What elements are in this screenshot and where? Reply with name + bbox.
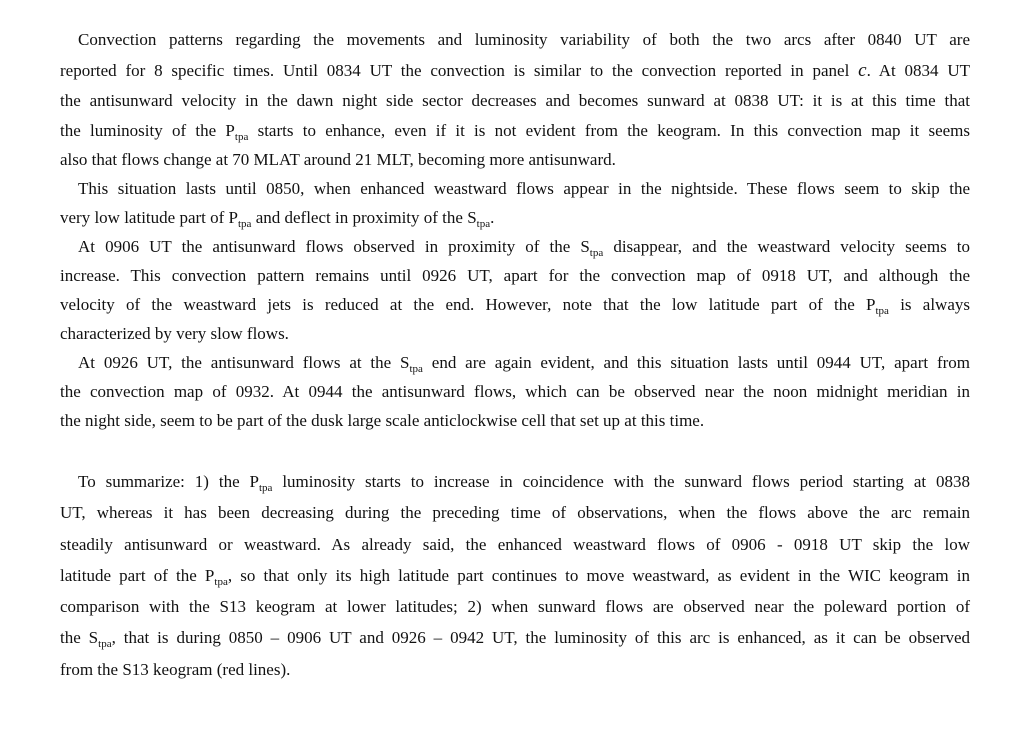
text-run: luminosity starts to increase in coincidence with the sunward flows period starting at 0838 <box>272 472 970 491</box>
text-run: steadily antisunward or weastward. As already said, the enhanced weastward flows of 0906 - 0918 UT skip the low <box>60 535 970 554</box>
subscript: tpa <box>589 247 604 259</box>
subscript: tpa <box>409 363 423 375</box>
text-run: At 0926 UT, the antisunward flows at the S <box>78 353 410 372</box>
text-line <box>60 150 970 170</box>
subscript: tpa <box>234 131 249 143</box>
text-run: also that flows change at 70 MLAT around 21 MLT, becoming more antisunward. <box>60 150 616 169</box>
text-run: very low latitude part of P <box>60 208 238 227</box>
text-line <box>60 660 970 680</box>
text-run: increase. This convection pattern remains until 0926 UT, apart for the convection map of 0918 UT, and although the <box>60 266 970 285</box>
text-line <box>78 472 970 492</box>
text-line <box>60 411 970 431</box>
subscript: tpa <box>875 305 889 317</box>
text-line <box>60 61 970 81</box>
text-run: At 0906 UT the antisunward flows observed in proximity of the S <box>78 237 590 256</box>
text-run: from the S13 keogram (red lines). <box>60 660 291 679</box>
text-run: comparison with the S13 keogram at lower latitudes; 2) when sunward flows are observed near the poleward portion of <box>60 597 970 616</box>
text-run: disappear, and the weastward velocity seems to <box>603 237 970 256</box>
text-line <box>78 353 970 373</box>
text-line <box>60 324 970 344</box>
text-line <box>78 179 970 199</box>
text-run: latitude part of the P <box>60 566 215 585</box>
text-run: reported for 8 specific times. Until 0834 UT the convection is similar to the convection reported in panel <box>60 61 859 80</box>
text-run: characterized by very slow flows. <box>60 324 289 343</box>
text-line <box>60 535 970 555</box>
text-line <box>78 237 970 257</box>
text-line <box>60 597 970 617</box>
text-run: the convection map of 0932. At 0944 the antisunward flows, which can be observed near the noon midnight meridian in <box>60 382 970 401</box>
text-run: , that is during 0850 – 0906 UT and 0926 – 0942 UT, the luminosity of this arc is enhanced, as it can be observed <box>111 628 970 647</box>
text-run: starts to enhance, even if it is not evident from the keogram. In this convection map it seems <box>248 121 970 140</box>
text-run: Convection patterns regarding the movements and luminosity variability of both the two arcs after 0840 UT are <box>78 30 970 49</box>
text-line <box>78 30 970 50</box>
text-line <box>60 628 970 648</box>
text-run: the S <box>60 628 99 647</box>
text-run: This situation lasts until 0850, when enhanced weastward flows appear in the nightside. These flows seem to skip the <box>78 179 970 198</box>
text-run: end are again evident, and this situation lasts until 0944 UT, apart from <box>422 353 970 372</box>
text-run: . At 0834 UT <box>866 61 970 80</box>
text-line <box>60 266 970 286</box>
subscript: tpa <box>98 638 112 650</box>
text-line <box>60 295 970 315</box>
text-run: the antisunward velocity in the dawn night side sector decreases and becomes sunward at 0838 UT: it is at this time that <box>60 91 970 110</box>
italic-text: c <box>858 60 867 81</box>
text-run: , so that only its high latitude part continues to move weastward, as evident in the WIC keogram in <box>227 566 970 585</box>
text-run: and deflect in proximity of the S <box>251 208 477 227</box>
text-run: the night side, seem to be part of the dusk large scale anticlockwise cell that set up at this time. <box>60 411 705 430</box>
subscript: tpa <box>214 576 228 588</box>
text-run: velocity of the weastward jets is reduced at the end. However, note that the low latitude part of the P <box>60 295 876 314</box>
text-line <box>60 121 970 141</box>
text-line <box>60 566 970 586</box>
text-run: To summarize: 1) the P <box>78 472 259 491</box>
subscript: tpa <box>258 482 273 494</box>
text-line <box>60 208 970 228</box>
text-run: . <box>490 208 495 227</box>
text-line <box>60 382 970 402</box>
subscript: tpa <box>476 218 491 230</box>
text-line <box>60 503 970 523</box>
text-run: the luminosity of the P <box>60 121 235 140</box>
text-run: is always <box>888 295 970 314</box>
text-run: UT, whereas it has been decreasing during the preceding time of observations, when the flows above the arc remain <box>60 503 970 522</box>
subscript: tpa <box>238 218 252 230</box>
text-line <box>60 91 970 111</box>
